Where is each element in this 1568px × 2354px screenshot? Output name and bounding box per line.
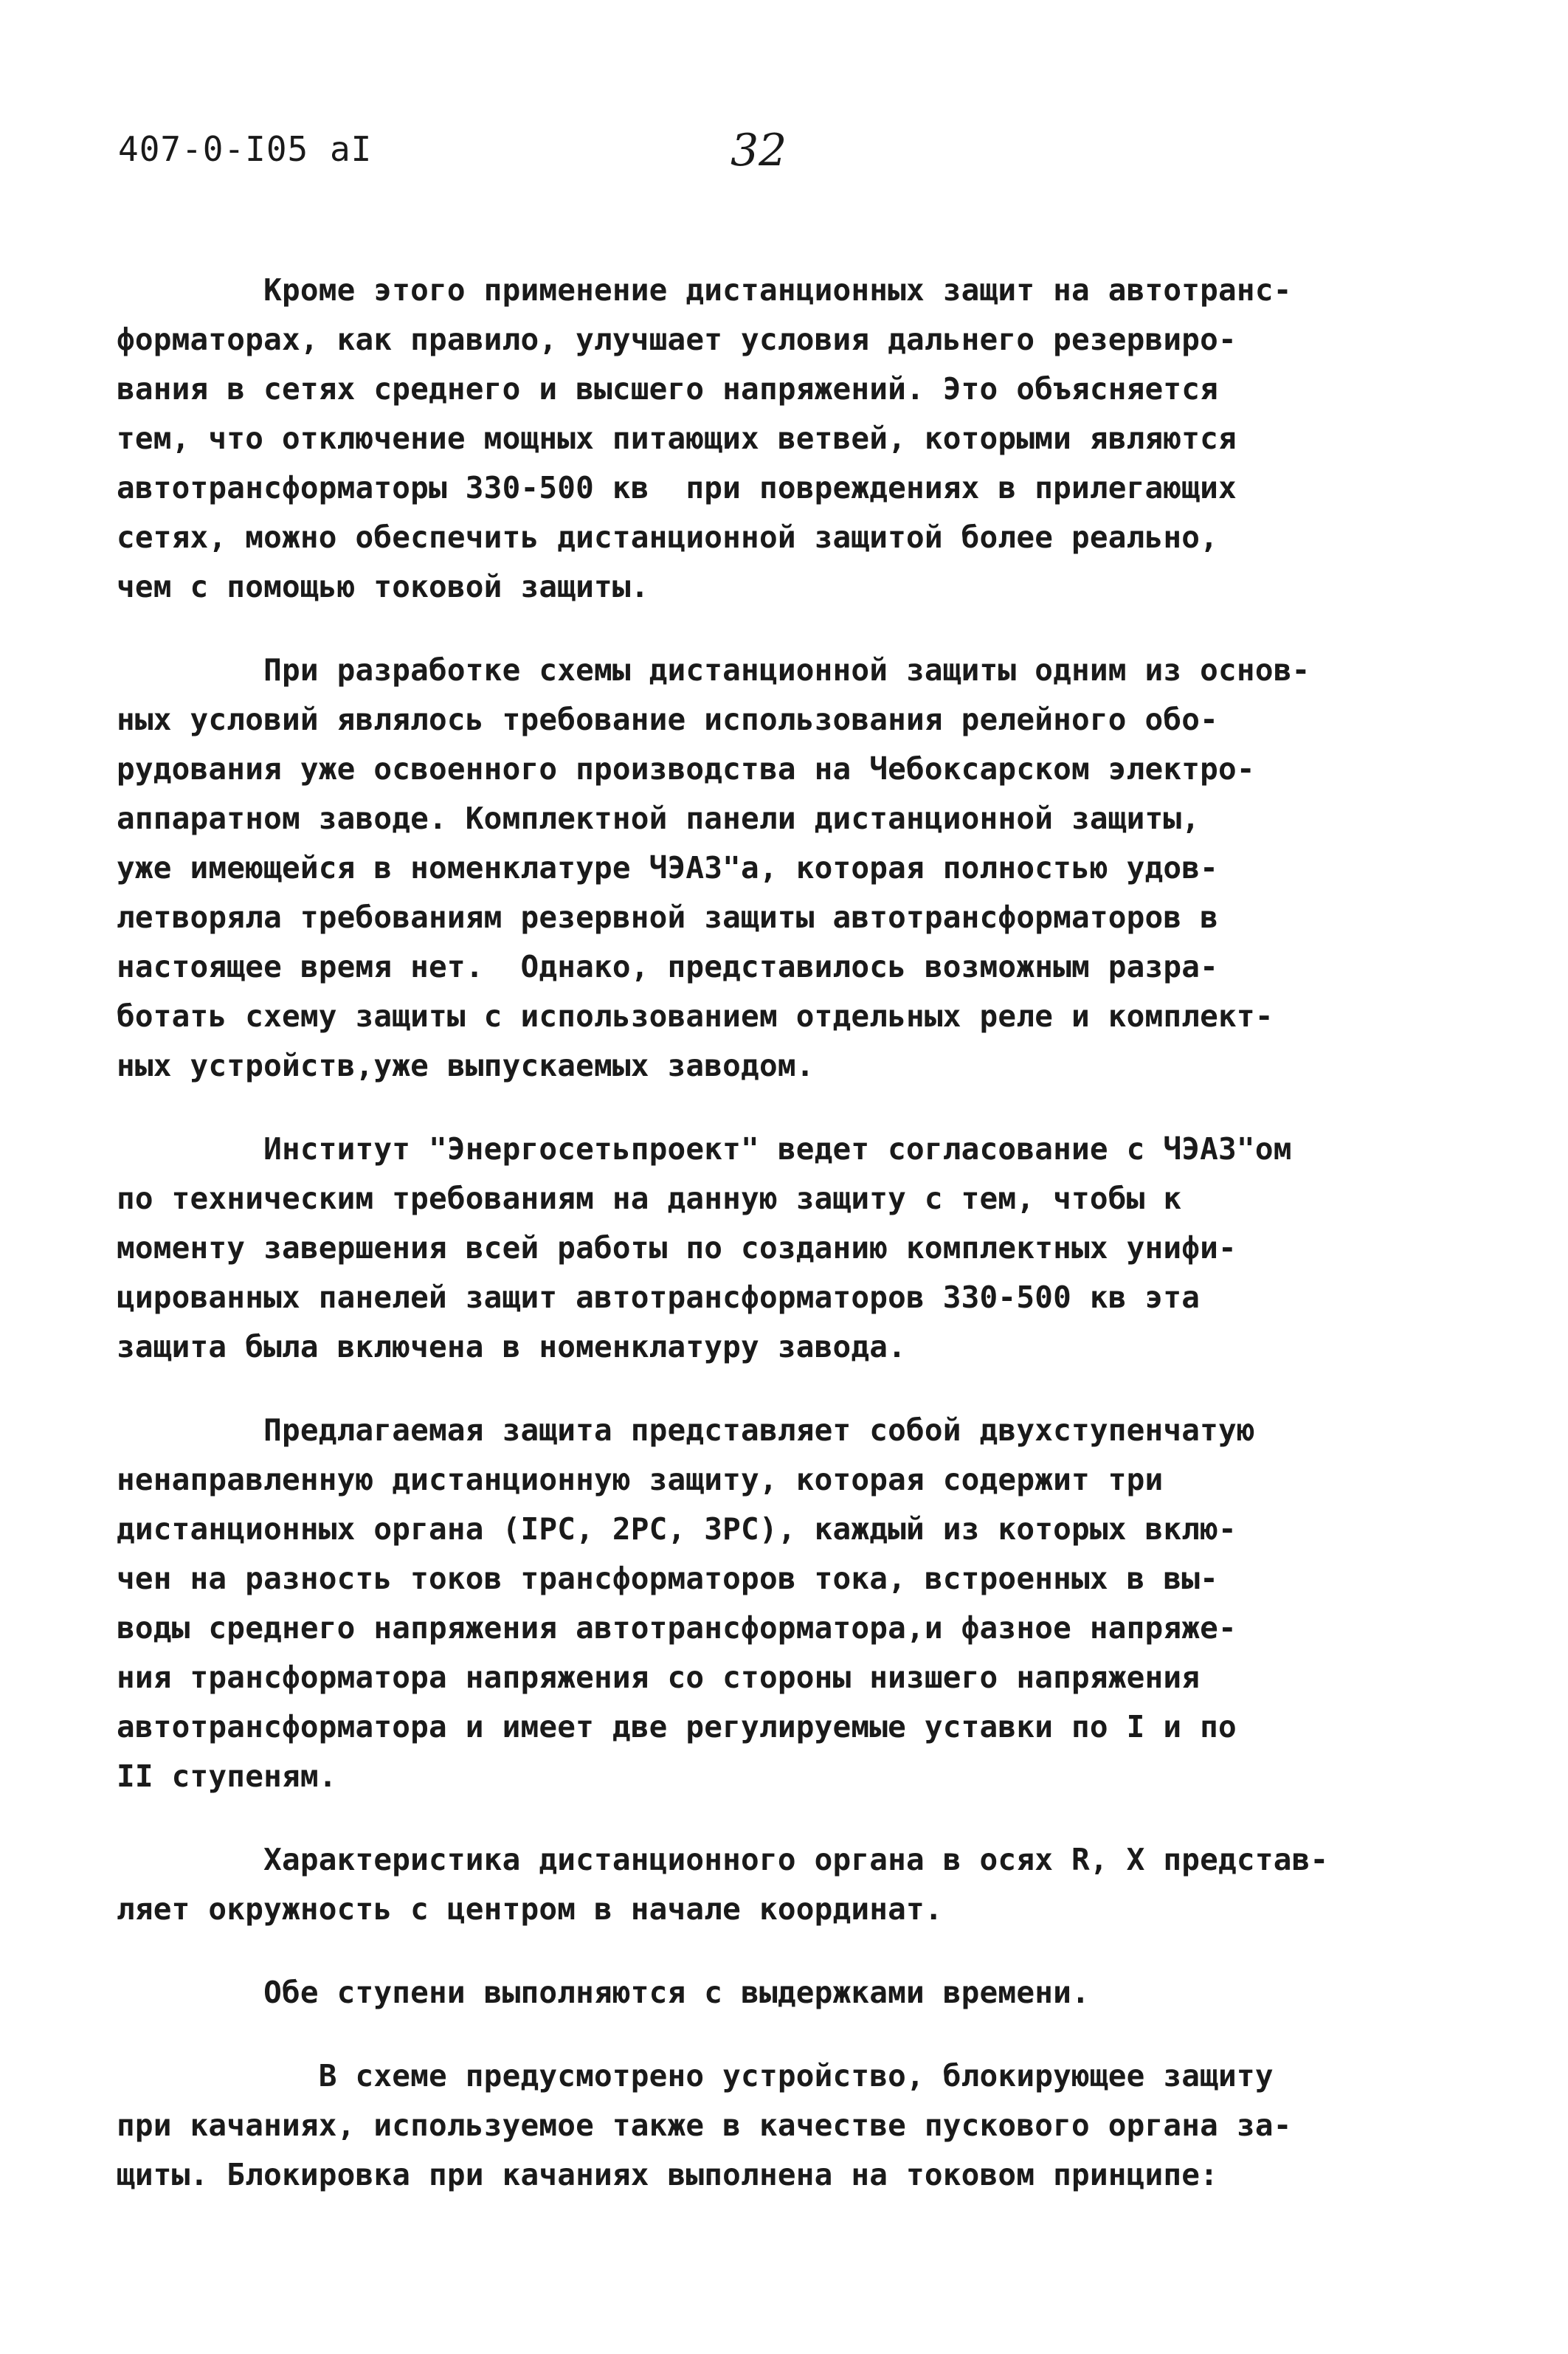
- text-line: воды среднего напряжения автотрансформатора,и фазное напряже-: [117, 1610, 1237, 1646]
- text-line: ния трансформатора напряжения со стороны низшего напряжения: [117, 1660, 1201, 1695]
- text-line: Обе ступени выполняются с выдержками времени.: [117, 1975, 1090, 2010]
- text-line: Предлагаемая защита представляет собой двухступенчатую: [117, 1412, 1255, 1448]
- text-line: по техническим требованиям на данную защиту с тем, чтобы к: [117, 1181, 1182, 1216]
- paragraph: [117, 646, 1445, 1091]
- paragraph: [117, 1968, 1445, 2018]
- paragraph: [117, 2051, 1445, 2200]
- text-line: ных устройств,уже выпускаемых заводом.: [117, 1048, 815, 1083]
- text-line: щиты. Блокировка при качаниях выполнена на токовом принципе:: [117, 2157, 1219, 2192]
- text-line: ботать схему защиты с использованием отдельных реле и комплект-: [117, 998, 1274, 1034]
- text-line: настоящее время нет. Однако, представилось возможным разра-: [117, 949, 1219, 984]
- text-line: моменту завершения всей работы по созданию комплектных унифи-: [117, 1230, 1237, 1266]
- text-line: тем, что отключение мощных питающих ветвей, которыми являются: [117, 421, 1237, 456]
- text-line: рудования уже освоенного производства на Чебоксарском электро-: [117, 751, 1255, 787]
- text-line: чем с помощью токовой защиты.: [117, 569, 649, 604]
- text-line: автотрансформатора и имеет две регулируемые уставки по I и по: [117, 1709, 1237, 1744]
- paragraph: [117, 1406, 1445, 1801]
- text-line: В схеме предусмотрено устройство, блокирующее защиту: [117, 2058, 1274, 2094]
- page-header: [118, 125, 1491, 188]
- text-line: Институт "Энергосетьпроект" ведет согласование с ЧЭАЗ"ом: [117, 1131, 1292, 1167]
- body-text: [117, 266, 1445, 2234]
- text-line: При разработке схемы дистанционной защиты одним из основ-: [117, 652, 1310, 688]
- text-line: дистанционных органа (IРС, 2РС, 3РС), каждый из которых вклю-: [117, 1511, 1237, 1547]
- text-line: вания в сетях среднего и высшего напряжений. Это объясняется: [117, 371, 1219, 407]
- text-line: уже имеющейся в номенклатуре ЧЭАЗ"а, которая полностью удов-: [117, 850, 1219, 886]
- text-line: защита была включена в номенклатуру завода.: [117, 1329, 907, 1364]
- paragraph: [117, 1125, 1445, 1372]
- text-line: при качаниях, используемое также в качестве пускового органа за-: [117, 2108, 1292, 2143]
- text-line: чен на разность токов трансформаторов тока, встроенных в вы-: [117, 1561, 1219, 1596]
- text-line: ляет окружность с центром в начале координат.: [117, 1891, 943, 1927]
- text-line: летворяла требованиям резервной защиты автотрансформаторов в: [117, 900, 1219, 935]
- paragraph: [117, 1835, 1445, 1934]
- text-line: цированных панелей защит автотрансформаторов 330-500 кв эта: [117, 1280, 1201, 1315]
- text-line: аппаратном заводе. Комплектной панели дистанционной защиты,: [117, 801, 1201, 836]
- paragraph: [117, 266, 1445, 612]
- text-line: Кроме этого применение дистанционных защит на автотранс-: [117, 272, 1292, 308]
- text-line: II ступеням.: [117, 1758, 337, 1794]
- text-line: форматорах, как правило, улучшает условия дальнего резервиро-: [117, 322, 1237, 357]
- text-line: Характеристика дистанционного органа в осях R, X представ-: [117, 1842, 1329, 1877]
- text-line: ненаправленную дистанционную защиту, которая содержит три: [117, 1462, 1164, 1497]
- text-line: сетях, можно обеспечить дистанционной защитой более реально,: [117, 520, 1219, 555]
- page-number: 32: [731, 125, 787, 176]
- text-line: ных условий являлось требование использования релейного обо-: [117, 702, 1219, 737]
- document-code: 407-0-I05 aI: [118, 129, 373, 169]
- text-line: автотрансформаторы 330-500 кв при повреждениях в прилегающих: [117, 470, 1237, 505]
